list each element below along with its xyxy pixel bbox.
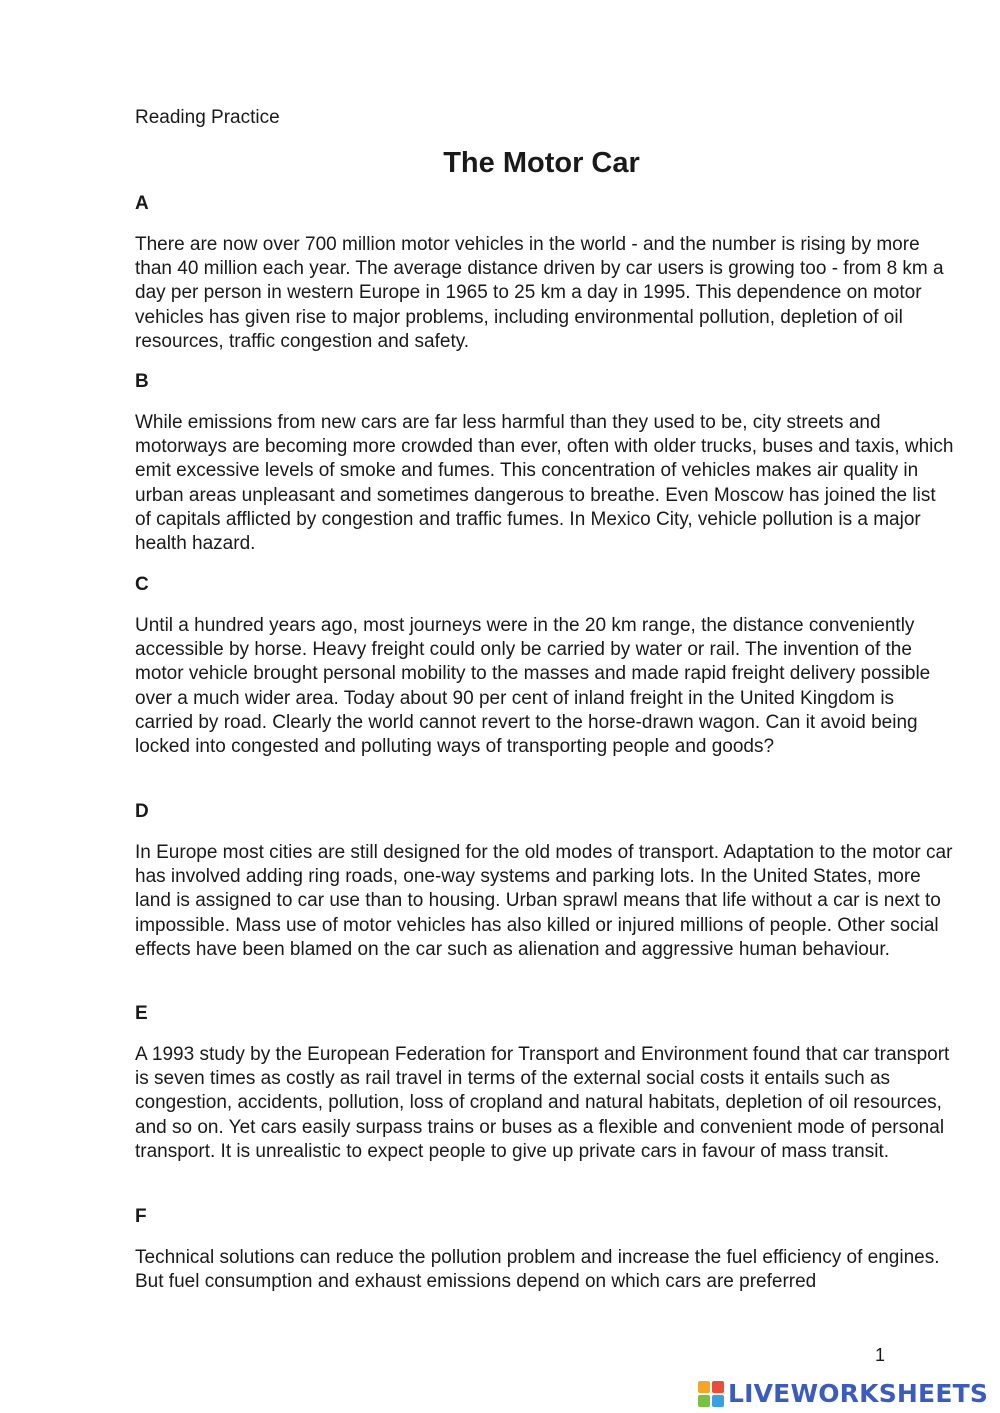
section-letter: D	[135, 801, 149, 822]
section-letter: F	[135, 1206, 147, 1227]
section-f	[135, 1205, 955, 1294]
section-d	[135, 800, 955, 962]
section-c	[135, 573, 955, 759]
page-title: The Motor Car	[443, 147, 640, 179]
section-e	[135, 1002, 955, 1164]
liveworksheets-mark-icon	[698, 1381, 724, 1407]
section-paragraph: There are now over 700 million motor vehicles in the world - and the number is rising by more than 40 million each year. The average distance driven by car users is growing too - from 8 km a day per person in western Europe in 1965 to 25 km a day in 1995. This dependence on motor vehicles has given rise to major problems, including environmental pollution, depletion of oil resources, traffic congestion and safety.	[135, 234, 944, 352]
section-paragraph: Until a hundred years ago, most journeys were in the 20 km range, the distance conveniently accessible by horse. Heavy freight could only be carried by water or rail. The invention of the motor vehicle brought personal mobility to the masses and made rapid freight delivery possible over a much wider area. Today about 90 per cent of inland freight in the United Kingdom is carried by road. Clearly the world cannot revert to the horse-drawn wagon. Can it avoid being locked into congested and polluting ways of transporting people and goods?	[135, 615, 931, 758]
reading-practice-label: Reading Practice	[135, 107, 280, 128]
section-paragraph: While emissions from new cars are far less harmful than they used to be, city streets and motorways are becoming more crowded than ever, often with older trucks, buses and taxis, which emit excessive levels of smoke and fumes. This concentration of vehicles makes air quality in urban areas unpleasant and sometimes dangerous to breathe. Even Moscow has joined the list of capitals afflicted by congestion and traffic fumes. In Mexico City, vehicle pollution is a major health hazard.	[135, 412, 954, 555]
section-letter: C	[135, 574, 149, 595]
section-paragraph: In Europe most cities are still designed for the old modes of transport. Adaptation to the motor car has involved adding ring roads, one-way systems and parking lots. In the United States, more land is assigned to car use than to housing. Urban sprawl means that life without a car is next to impossible. Mass use of motor vehicles has also killed or injured millions of people. Other social effects have been blamed on the car such as alienation and aggressive human behaviour.	[135, 842, 953, 960]
section-paragraph: A 1993 study by the European Federation for Transport and Environment found that car transport is seven times as costly as rail travel in terms of the external social costs it entails such as congestion, accidents, pollution, loss of cropland and natural habitats, depletion of oil resources, and so on. Yet cars easily surpass trains or buses as a flexible and convenient mode of personal transport. It is unrealistic to expect people to give up private cars in favour of mass transit.	[135, 1044, 950, 1162]
liveworksheets-logo	[698, 1377, 988, 1411]
section-letter: B	[135, 371, 149, 392]
section-a	[135, 192, 955, 354]
section-letter: E	[135, 1003, 148, 1024]
page-number: 1	[875, 1345, 886, 1365]
section-letter: A	[135, 193, 149, 214]
section-b	[135, 370, 955, 556]
section-paragraph: Technical solutions can reduce the pollution problem and increase the fuel efficiency of engines. But fuel consumption and exhaust emissions depend on which cars are preferred	[135, 1247, 940, 1293]
liveworksheets-wordmark: LIVEWORKSHEETS	[728, 1379, 989, 1408]
